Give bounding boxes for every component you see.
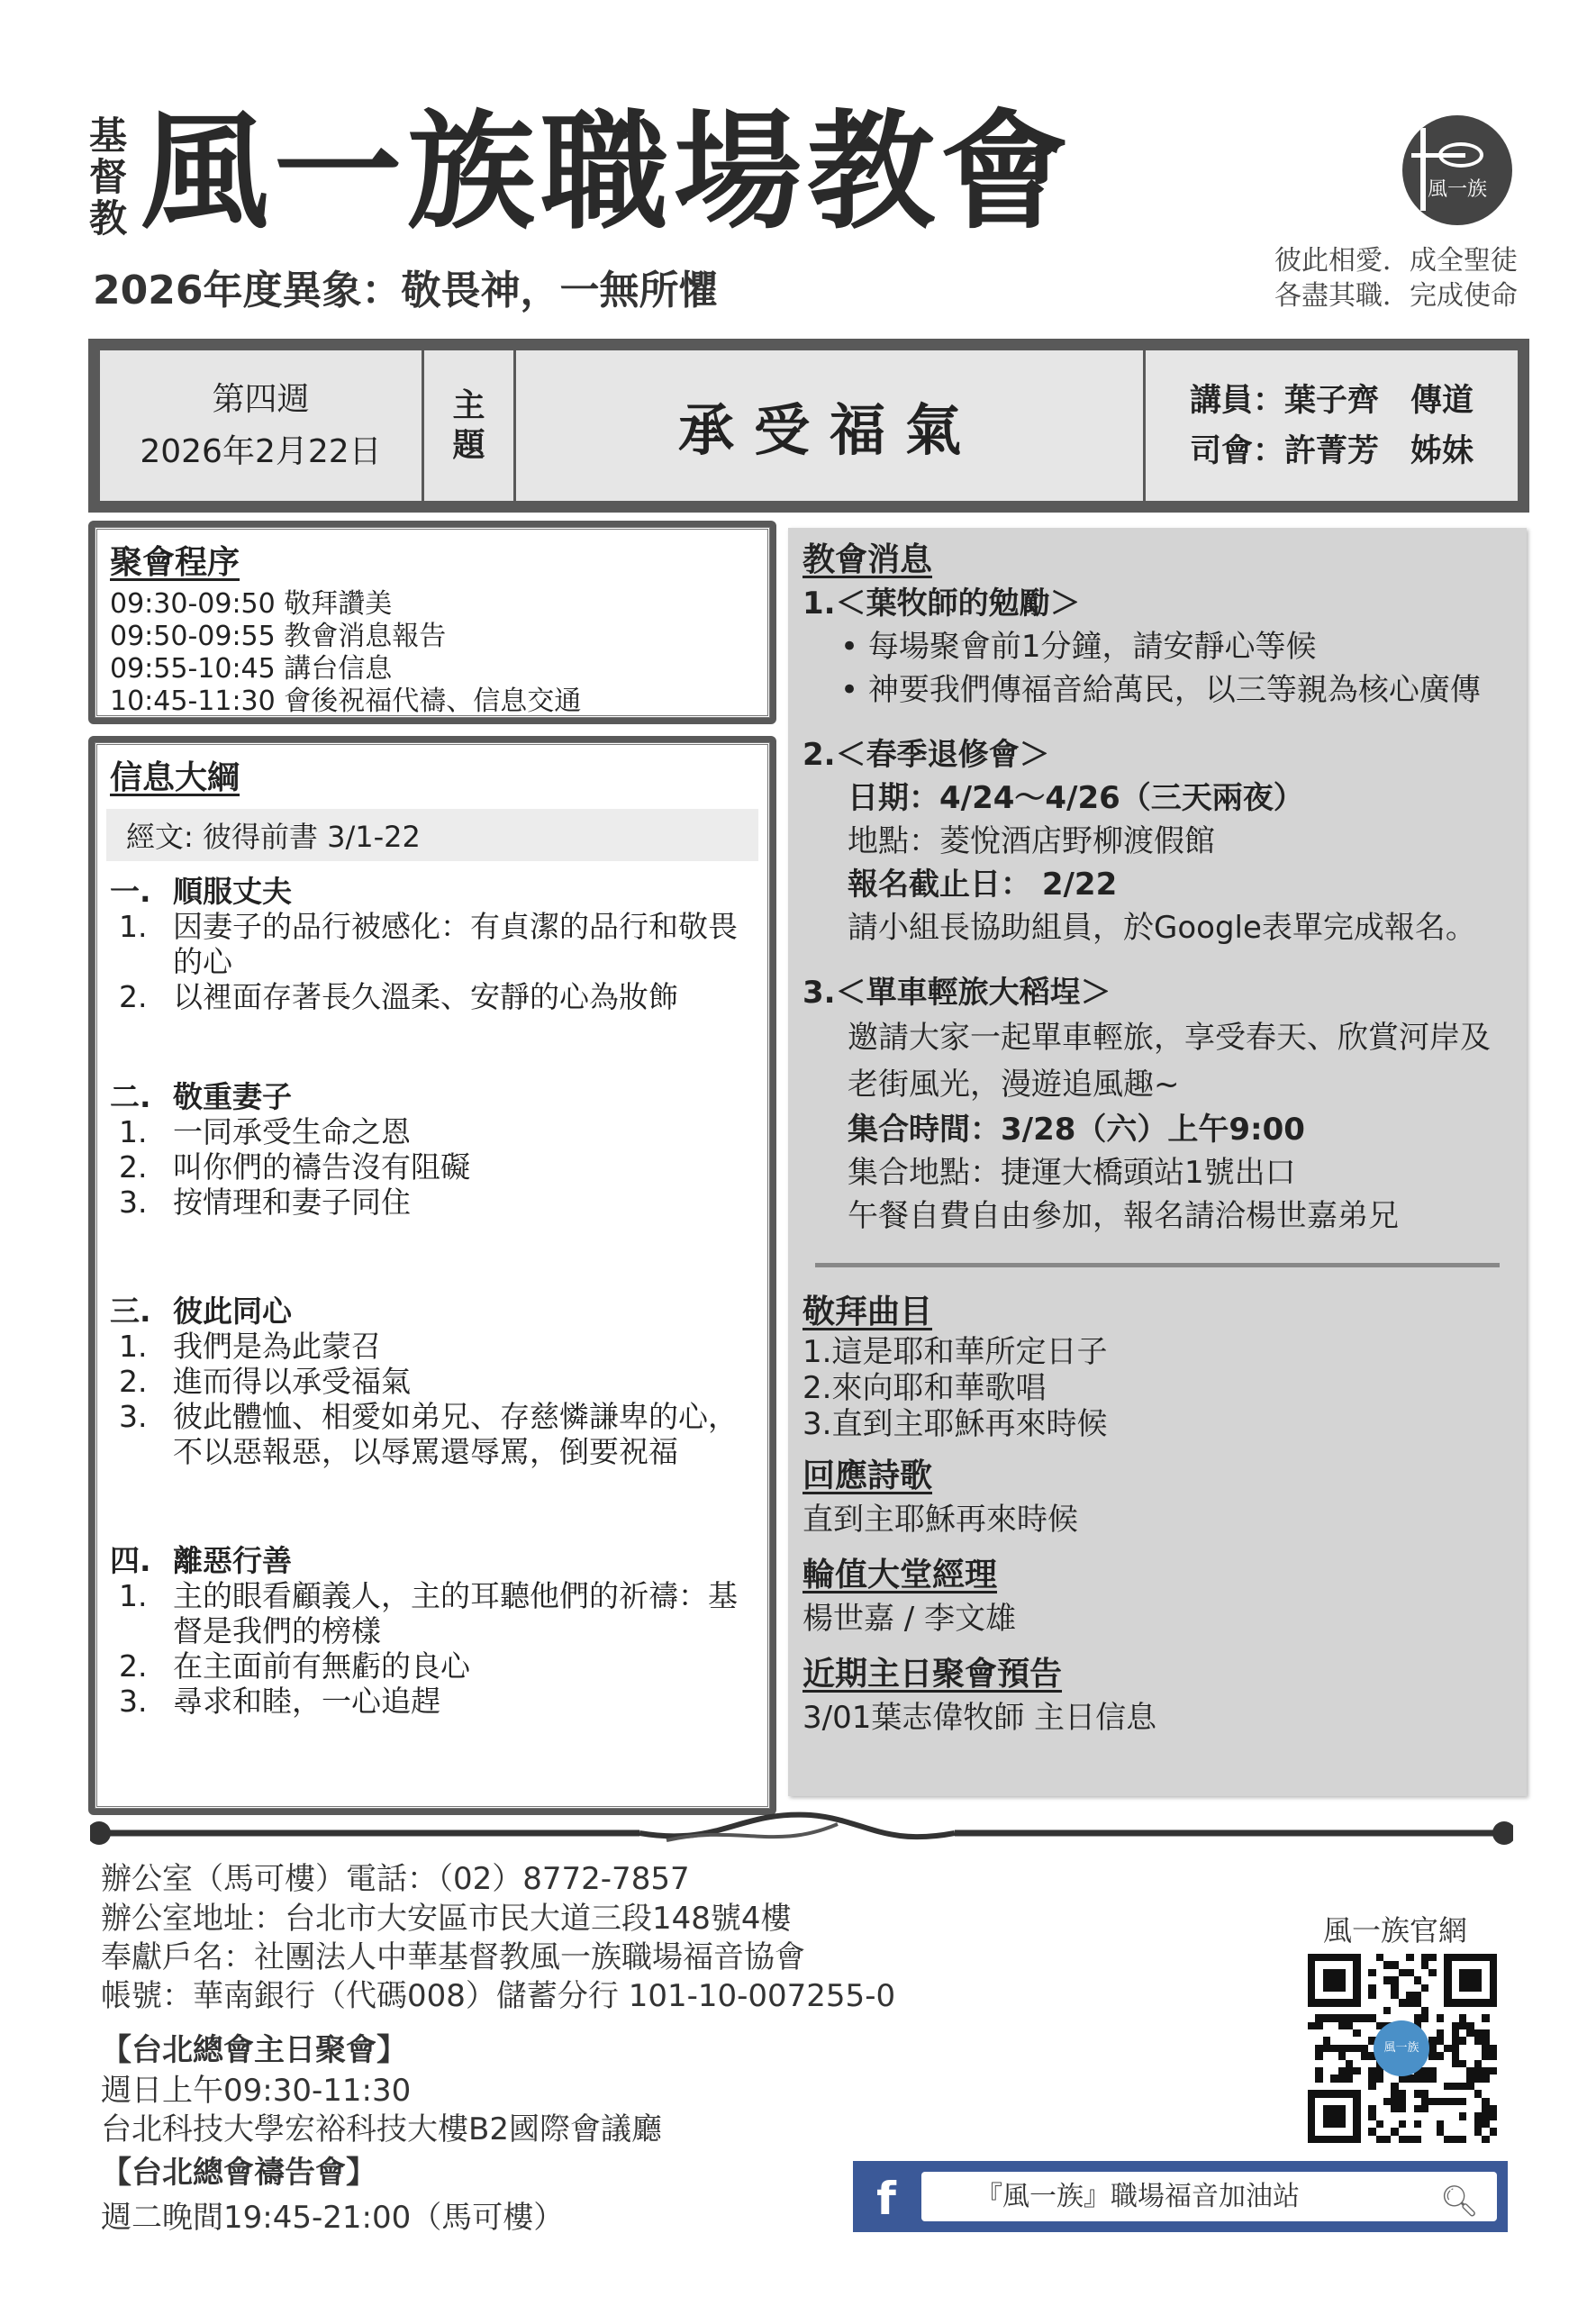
outline-section [110, 1294, 755, 1469]
facebook-search-field[interactable]: 『風一族』職場福音加油站 🔍︎ [921, 2172, 1497, 2221]
motto-1: 彼此相愛．成全聖徒 [1274, 245, 1518, 277]
section-title: 順服丈夫 [173, 874, 292, 909]
section-number: 三. [110, 1294, 151, 1329]
point-number: 3. [119, 1399, 148, 1434]
news-title: 教會消息 [803, 541, 933, 578]
outline-section [110, 1079, 755, 1220]
news-2-title: 2.＜春季退修會＞ [803, 737, 1050, 773]
office-phone: 辦公室（馬可樓）電話：（02）8772-7857 [101, 1861, 690, 1897]
point-text: 因妻子的品行被感化：有貞潔的品行和敬畏的心 [173, 909, 738, 979]
cross-icon [1420, 128, 1426, 211]
section-number: 一. [110, 874, 151, 909]
point-number: 3. [119, 1185, 148, 1220]
service-info-table: 第四週 2026年2月22日 主 題 承受福氣 講員：葉子齊 傳道 司會：許菁芳 姊妹 [88, 339, 1529, 513]
schedule-item: 09:50-09:55 教會消息報告 [110, 621, 447, 652]
office-address: 辦公室地址：台北市大安區市民大道三段148號4樓 [101, 1901, 792, 1937]
worship-title: 敬拜曲目 [803, 1294, 933, 1330]
outline-box [88, 736, 776, 1815]
managers-names: 楊世嘉 / 李文雄 [803, 1601, 1017, 1637]
section-heading [110, 1079, 755, 1114]
upcoming-title: 近期主日聚會預告 [803, 1656, 1063, 1693]
outline-title: 信息大綱 [110, 759, 240, 796]
point-text: 叫你們的禱告沒有阻礙 [173, 1149, 470, 1185]
outline-point [110, 1578, 755, 1648]
sunday-service-time: 週日上午09:30-11:30 [101, 2073, 412, 2109]
motto-2: 各盡其職．完成使命 [1274, 280, 1518, 312]
point-text: 一同承受生命之恩 [173, 1114, 411, 1149]
schedule-box [88, 521, 776, 724]
outline-point [110, 1364, 755, 1399]
section-heading [110, 1543, 755, 1578]
outline-point [110, 979, 755, 1014]
song-item: 2.來向耶和華歌唱 [803, 1370, 1047, 1406]
sunday-service-place: 台北科技大學宏裕科技大樓B2國際會議廳 [101, 2111, 662, 2147]
news-3-title: 3.＜單車輕旅大稻埕＞ [803, 975, 1111, 1011]
point-number: 2. [119, 1149, 148, 1185]
section-number: 四. [110, 1543, 151, 1578]
point-number: 2. [119, 1364, 148, 1399]
song-item: 1.這是耶和華所定日子 [803, 1334, 1108, 1370]
prayer-meeting-title: 【台北總會禱告會】 [101, 2155, 376, 2191]
response-title: 回應詩歌 [803, 1457, 933, 1494]
section-title: 敬重妻子 [173, 1079, 292, 1114]
scripture-reference: 經文: 彼得前書 3/1-22 [106, 809, 758, 861]
facebook-icon: f [864, 2174, 909, 2220]
upcoming-item: 3/01葉志偉牧師 主日信息 [803, 1700, 1157, 1736]
point-text: 尋求和睦，一心追趕 [173, 1684, 440, 1719]
qr-logo: 風一族 [1374, 2020, 1429, 2076]
divider [815, 1263, 1500, 1267]
outline-point [110, 1399, 755, 1469]
point-text: 以裡面存著長久溫柔、安靜的心為妝飾 [173, 979, 678, 1014]
managers-title: 輪值大堂經理 [803, 1557, 998, 1593]
decorative-divider [90, 1806, 1513, 1860]
news-1-title: 1.＜葉牧師的勉勵＞ [803, 586, 1081, 622]
schedule-item: 09:55-10:45 講台信息 [110, 653, 393, 685]
prayer-meeting-time: 週二晚間19:45-21:00（馬可樓） [101, 2200, 565, 2236]
point-text: 進而得以承受福氣 [173, 1364, 411, 1399]
schedule-item: 10:45-11:30 會後祝福代禱、信息交通 [110, 685, 582, 717]
search-icon[interactable]: 🔍︎ [1439, 2183, 1479, 2220]
qr-label: 風一族官網 [1323, 1913, 1468, 1947]
outline-point [110, 1185, 755, 1220]
host: 司會：許菁芳 姊妹 [1189, 432, 1474, 469]
point-number: 1. [119, 1114, 148, 1149]
section-number: 二. [110, 1079, 151, 1114]
point-number: 1. [119, 909, 148, 944]
point-number: 3. [119, 1684, 148, 1719]
song-item: 3.直到主耶穌再來時候 [803, 1406, 1108, 1442]
point-number: 2. [119, 979, 148, 1014]
point-number: 2. [119, 1648, 148, 1684]
outline-section [110, 1543, 755, 1719]
section-title: 離惡行善 [173, 1543, 292, 1578]
church-title: 風一族職場教會 [141, 98, 1074, 247]
wave-icon [1438, 142, 1483, 168]
outline-section [110, 874, 755, 1014]
speaker: 講員：葉子齊 傳道 [1189, 382, 1474, 419]
account-name: 奉獻戶名：社團法人中華基督教風一族職場福音協會 [101, 1939, 805, 1975]
annual-vision: 2026年度異象：敬畏神，一無所懼 [93, 268, 719, 313]
point-text: 彼此體恤、相愛如弟兄、存慈憐謙卑的心，不以惡報惡，以辱罵還辱罵，倒要祝福 [173, 1399, 738, 1469]
theme-label: 主 [452, 386, 485, 424]
point-text: 我們是為此蒙召 [173, 1329, 381, 1364]
outline-point [110, 1149, 755, 1185]
week-label: 第四週 [212, 380, 310, 418]
outline-point [110, 1648, 755, 1684]
outline-point [110, 909, 755, 979]
point-text: 按情理和妻子同住 [173, 1185, 411, 1220]
outline-point [110, 1329, 755, 1364]
sunday-service-title: 【台北總會主日聚會】 [101, 2032, 407, 2068]
church-logo: 風一族 [1402, 115, 1512, 225]
section-title: 彼此同心 [173, 1294, 292, 1329]
bank-account: 帳號：華南銀行（代碼008）儲蓄分行 101-10-007255-0 [101, 1978, 896, 2014]
schedule-item: 09:30-09:50 敬拜讚美 [110, 588, 393, 620]
point-number: 1. [119, 1329, 148, 1364]
section-heading [110, 874, 755, 909]
news-panel: 教會消息 1.＜葉牧師的勉勵＞ • 每場聚會前1分鐘，請安靜心等候 • 神要我們傳福音給萬民，以三等親為核心廣傳 2.＜春季退修會＞ 日期：4/24～4/26（三天兩夜） 地點：菱悅酒店野柳渡假館 報名截止日： 2/22 請小組長協助組員，於Google表單完成報名。 3.＜單車輕旅大稻埕＞ 邀請大家一起單車輕旅，享受春天、欣賞河岸及老街風光，漫遊追風趣~ 集合時間：3/28（六）上午9:00 集合地點：捷運大橋頭站1號出口 午餐自費自由參加，報名請洽楊世嘉弟兄 敬拜曲目 1.這是耶和華所定日子 2.來向耶和華歌唱 3.直到主耶穌再來時候 回應詩歌 直到主耶穌再來時候 輪值大堂經理 楊世嘉 / 李文雄 近期主日聚會預告 3/01葉志偉牧師 主日信息 [788, 528, 1527, 1796]
outline-point [110, 1684, 755, 1719]
outline-point [110, 1114, 755, 1149]
section-heading [110, 1294, 755, 1329]
point-number: 1. [119, 1578, 148, 1613]
point-text: 主的眼看顧義人，主的耳聽他們的祈禱：基督是我們的榜樣 [173, 1578, 738, 1648]
schedule-title: 聚會程序 [110, 544, 240, 581]
sermon-theme: 承受福氣 [516, 350, 1146, 501]
point-text: 在主面前有無虧的良心 [173, 1648, 470, 1684]
facebook-search-bar[interactable] [853, 2161, 1508, 2232]
vertical-label: 基 督 教 [88, 113, 127, 241]
response-song: 直到主耶穌再來時候 [803, 1502, 1078, 1538]
service-date: 2026年2月22日 [140, 432, 382, 470]
